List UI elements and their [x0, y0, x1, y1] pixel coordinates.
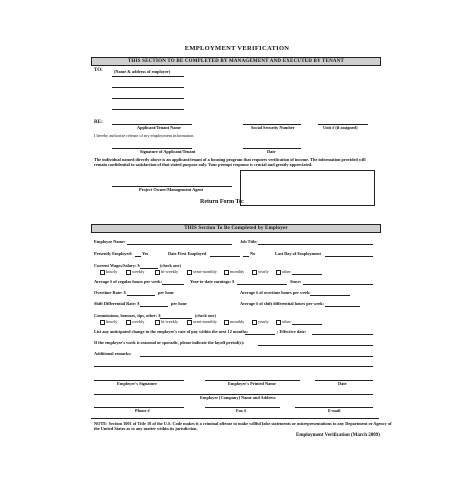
since-field[interactable]: [303, 284, 373, 285]
checkbox[interactable]: [276, 270, 281, 275]
remarks-field-2[interactable]: [94, 366, 373, 367]
phone-label: Phone #: [135, 408, 150, 413]
comm-period-hourly[interactable]: hourly: [100, 319, 117, 325]
per-hour-label-2: per hour: [171, 301, 188, 306]
form-title: EMPLOYMENT VERIFICATION: [184, 45, 290, 52]
checkbox[interactable]: [187, 320, 192, 325]
checkbox[interactable]: [126, 270, 131, 275]
job-title-field[interactable]: [258, 244, 373, 245]
additional-remarks-label: Additional remarks:: [94, 351, 132, 356]
anticipated-change-field[interactable]: [245, 334, 275, 335]
no-label: No: [250, 251, 256, 256]
employer-address-line-3[interactable]: [112, 98, 184, 99]
re-label: RE:: [94, 120, 103, 125]
ytd-earnings-field[interactable]: [237, 284, 287, 285]
overtime-rate-field[interactable]: [127, 295, 155, 296]
shift-diff-field[interactable]: [140, 306, 168, 307]
to-label: TO:: [94, 68, 103, 73]
commissions-label: Commissions, bonuses, tips, other: $: [94, 313, 161, 318]
section2-banner: THIS Section To Be Completed by Employer: [91, 224, 381, 233]
employer-address-line-2[interactable]: [112, 87, 184, 88]
since-label: Since:: [290, 279, 302, 284]
checkbox[interactable]: [224, 270, 229, 275]
comm-period-monthly[interactable]: monthly: [224, 319, 244, 325]
employer-printed-name-label: Employer's Printed Name: [228, 381, 276, 386]
pay-period-semi-monthly[interactable]: semi-monthly: [187, 269, 217, 275]
pay-period-bi-weekly[interactable]: bi-weekly: [155, 269, 178, 275]
employer-signature-label: Employer's Signature: [117, 381, 157, 386]
comm-period-weekly[interactable]: weekly: [126, 319, 144, 325]
pay-period-other[interactable]: other: [276, 269, 291, 275]
email-label: E-mail: [328, 408, 341, 413]
checkbox[interactable]: [155, 320, 160, 325]
note-line-1: NOTE: Section 1001 of Title 18 of the U.S. Code makes it a criminal offense to make willful false statements or misrepresentations to any Department or Agency of: [94, 421, 392, 426]
comm-period-other-field[interactable]: [292, 324, 322, 325]
unit-label: Unit # (if assigned): [323, 125, 358, 130]
checkbox[interactable]: [252, 320, 257, 325]
checkbox[interactable]: [126, 320, 131, 325]
agent-label: Project Owner/Management Agent: [139, 187, 204, 192]
effective-date-field[interactable]: [312, 334, 373, 335]
comm-period-other[interactable]: other: [276, 319, 291, 325]
applicant-date-label: Date: [267, 149, 276, 154]
applicant-signature-label: Signature of Applicant/Tenant: [140, 149, 196, 154]
employer-address-line-4[interactable]: [112, 109, 184, 110]
checkbox[interactable]: [276, 320, 281, 325]
comm-period-bi-weekly[interactable]: bi-weekly: [155, 319, 178, 325]
current-wages-label: Current Wages/Salary: $: [94, 263, 140, 268]
checkbox[interactable]: [187, 270, 192, 275]
footer-separator: [91, 418, 379, 419]
pay-period-hourly[interactable]: hourly: [100, 269, 117, 275]
notice-line-1: The individual named directly above is an applicant/tenant of a housing program that requires verification of income. The information provided will: [94, 157, 366, 162]
applicant-name-label: Applicant/Tenant Name: [137, 125, 181, 130]
overtime-rate-label: Overtime Rate: $: [94, 290, 126, 295]
avg-overtime-hours-field[interactable]: [310, 295, 350, 296]
employee-name-label: Employee Name:: [94, 239, 126, 244]
date-first-employed-field[interactable]: [210, 256, 240, 257]
avg-shift-hours-label: Average # of shift differential hours per week:: [240, 301, 325, 306]
pay-period-other-field[interactable]: [292, 274, 322, 275]
checkbox[interactable]: [224, 320, 229, 325]
authorize-text: I hereby authorize release of my employment information.: [94, 133, 195, 138]
yes-blank[interactable]: [135, 256, 141, 257]
last-day-label: Last Day of Employment: [275, 251, 321, 256]
avg-regular-hours-label: Average # of regular hours per week:: [94, 279, 162, 284]
comm-period-semi-monthly[interactable]: semi-monthly: [187, 319, 217, 325]
per-hour-label-1: per hour: [158, 290, 175, 295]
checkbox[interactable]: [100, 320, 105, 325]
avg-shift-hours-field[interactable]: [325, 306, 360, 307]
avg-regular-hours-field[interactable]: [162, 284, 184, 285]
employer-company-label: Employer [Company] Name and Address: [200, 395, 276, 400]
note-line-2: the United States as to any matter within its jurisdiction.: [94, 426, 198, 431]
fax-label: Fax #: [236, 408, 247, 413]
pay-period-weekly[interactable]: weekly: [126, 269, 144, 275]
shift-diff-label: Shift Differential Rate: $: [94, 301, 140, 306]
ytd-earnings-label: Year-to-date earnings: $: [190, 279, 235, 284]
date-first-employed-label: Date First Employed: [168, 251, 207, 256]
ssn-label: Social Security Number: [251, 125, 295, 130]
job-title-label: Job Title:: [240, 239, 258, 244]
pay-period-yearly[interactable]: yearly: [252, 269, 269, 275]
presently-employed-label: Presently Employed:: [94, 251, 133, 256]
checkbox[interactable]: [100, 270, 105, 275]
checkbox[interactable]: [155, 270, 160, 275]
employer-address-line-1[interactable]: [112, 76, 184, 77]
check-one-label: (check one): [160, 263, 181, 268]
seasonal-label: If the employee's work is seasonal or sporadic, please indicate the layoff period(s):: [94, 340, 245, 345]
to-hint: (Name & address of employer): [114, 69, 171, 74]
anticipated-change-label: List any anticipated change in the employee's rate of pay within the next 12 months:: [94, 329, 248, 334]
seasonal-field[interactable]: [258, 345, 373, 346]
employee-name-field[interactable]: [127, 244, 232, 245]
return-form-label: Return Form To:: [200, 199, 244, 205]
yes-label: Yes: [142, 251, 149, 256]
avg-overtime-hours-label: Average # of overtime hours per week:: [240, 290, 311, 295]
employer-date-label: Date: [338, 381, 347, 386]
comm-period-yearly[interactable]: yearly: [252, 319, 269, 325]
notice-line-2: remain confidential to satisfaction of that stated purpose only. Your prompt response is crucial and greatly appreciated.: [94, 162, 313, 167]
effective-date-label: ; Effective date:: [277, 329, 307, 334]
remarks-field-1[interactable]: [140, 356, 373, 357]
return-address-box[interactable]: [240, 170, 375, 206]
section1-banner: THIS SECTION TO BE COMPLETED BY MANAGEMENT AND EXECUTED BY TENANT: [91, 57, 381, 66]
pay-period-monthly[interactable]: monthly: [224, 269, 244, 275]
last-day-field[interactable]: [325, 256, 373, 257]
check-one-label-2: (check one): [195, 313, 216, 318]
footer-form-id: Employment Verification (March 2009): [296, 433, 380, 438]
checkbox[interactable]: [252, 270, 257, 275]
no-blank[interactable]: [243, 256, 249, 257]
